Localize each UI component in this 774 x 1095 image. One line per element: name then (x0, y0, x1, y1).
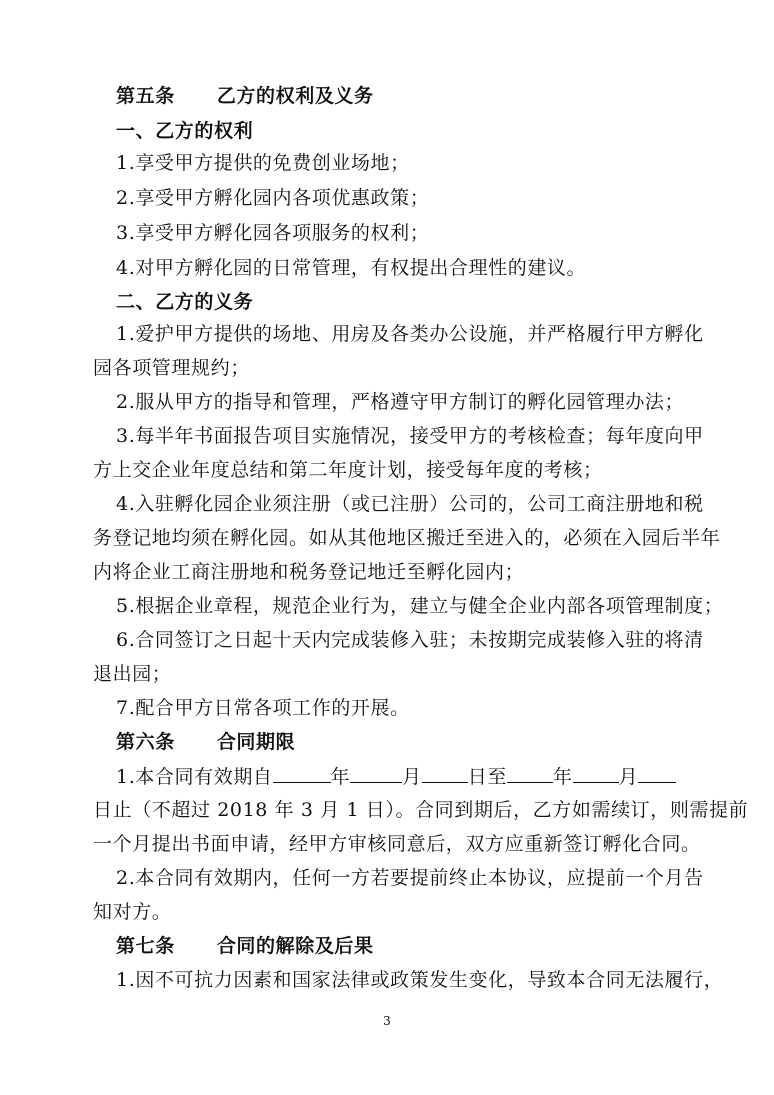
rights-section-title: 一、乙方的权利 (116, 120, 254, 142)
duties-item-6-line-1: 6.合同签订之日起十天内完成装修入驻；未按期完成装修入驻的将清 (116, 629, 704, 651)
article-7-title: 合同的解除及后果 (216, 935, 374, 957)
article-6-heading (116, 730, 295, 754)
duties-item-3-line-2: 方上交企业年度总结和第二年度计划，接受每年度的考核； (93, 459, 603, 481)
rights-item-2: 2.享受甲方孵化园内各项优惠政策； (116, 187, 430, 209)
termination-line-1: 2.本合同有效期内，任何一方若要提前终止本协议，应提前一个月告 (116, 867, 704, 889)
page-number: 3 (383, 1014, 391, 1028)
term-day-to: 日至 (467, 766, 507, 788)
duties-item-6-line-2: 退出园； (93, 663, 172, 685)
term-prefix: 1.本合同有效期自 (116, 766, 273, 788)
article-6-number: 第六条 (116, 731, 175, 753)
duties-item-1-line-2: 园各项管理规约； (93, 357, 250, 379)
blank-end-day (638, 764, 676, 783)
rights-item-3: 3.享受甲方孵化园各项服务的权利； (116, 222, 430, 244)
article-5-number: 第五条 (116, 85, 175, 107)
duties-item-4-line-3: 内将企业工商注册地和税务登记地迁至孵化园内； (93, 561, 525, 583)
duties-section-title: 二、乙方的义务 (116, 291, 254, 313)
rights-item-4: 4.对甲方孵化园的日常管理，有权提出合理性的建议。 (116, 257, 587, 279)
article-5-heading (116, 84, 374, 108)
blank-start-day (422, 764, 468, 783)
article-5-title: 乙方的权利及义务 (216, 85, 374, 107)
term-line-3: 一个月提出书面申请，经甲方审核同意后，双方应重新签订孵化合同。 (93, 833, 701, 855)
dissolution-line-1: 1.因不可抗力因素和国家法律或政策发生变化，导致本合同无法履行， (116, 969, 724, 991)
duties-item-4-line-2: 务登记地均须在孵化园。如从其他地区搬迁至进入的，必须在入园后半年 (93, 527, 721, 549)
rights-item-1: 1.享受甲方提供的免费创业场地； (116, 152, 410, 174)
duties-item-3-line-1: 3.每半年书面报告项目实施情况，接受甲方的考核检查；每年度向甲 (116, 425, 704, 447)
duties-item-7: 7.配合甲方日常各项工作的开展。 (116, 697, 410, 719)
term-month-1: 月 (402, 766, 422, 788)
term-month-2: 月 (618, 766, 639, 788)
blank-start-month (350, 764, 402, 783)
blank-end-month (573, 764, 619, 783)
duties-item-1-line-1: 1.爱护甲方提供的场地、用房及各类办公设施，并严格履行甲方孵化 (116, 323, 704, 345)
duties-item-5: 5.根据企业章程，规范企业行为，建立与健全企业内部各项管理制度； (116, 595, 724, 617)
article-7-heading (116, 934, 374, 958)
duties-item-2: 2.服从甲方的指导和管理，严格遵守甲方制订的孵化园管理办法； (116, 391, 685, 413)
term-year-2: 年 (552, 766, 573, 788)
term-line-2: 日止（不超过 2018 年 3 月 1 日）。合同到期后，乙方如需续订，则需提前 (93, 799, 749, 821)
term-year-1: 年 (330, 766, 351, 788)
blank-start-year (273, 764, 331, 783)
term-line-1 (116, 764, 676, 789)
termination-line-2: 知对方。 (93, 901, 172, 923)
article-7-number: 第七条 (116, 935, 175, 957)
duties-item-4-line-1: 4.入驻孵化园企业须注册（或已注册）公司的，公司工商注册地和税 (116, 493, 704, 515)
article-6-title: 合同期限 (216, 731, 296, 753)
blank-end-year (507, 764, 553, 783)
